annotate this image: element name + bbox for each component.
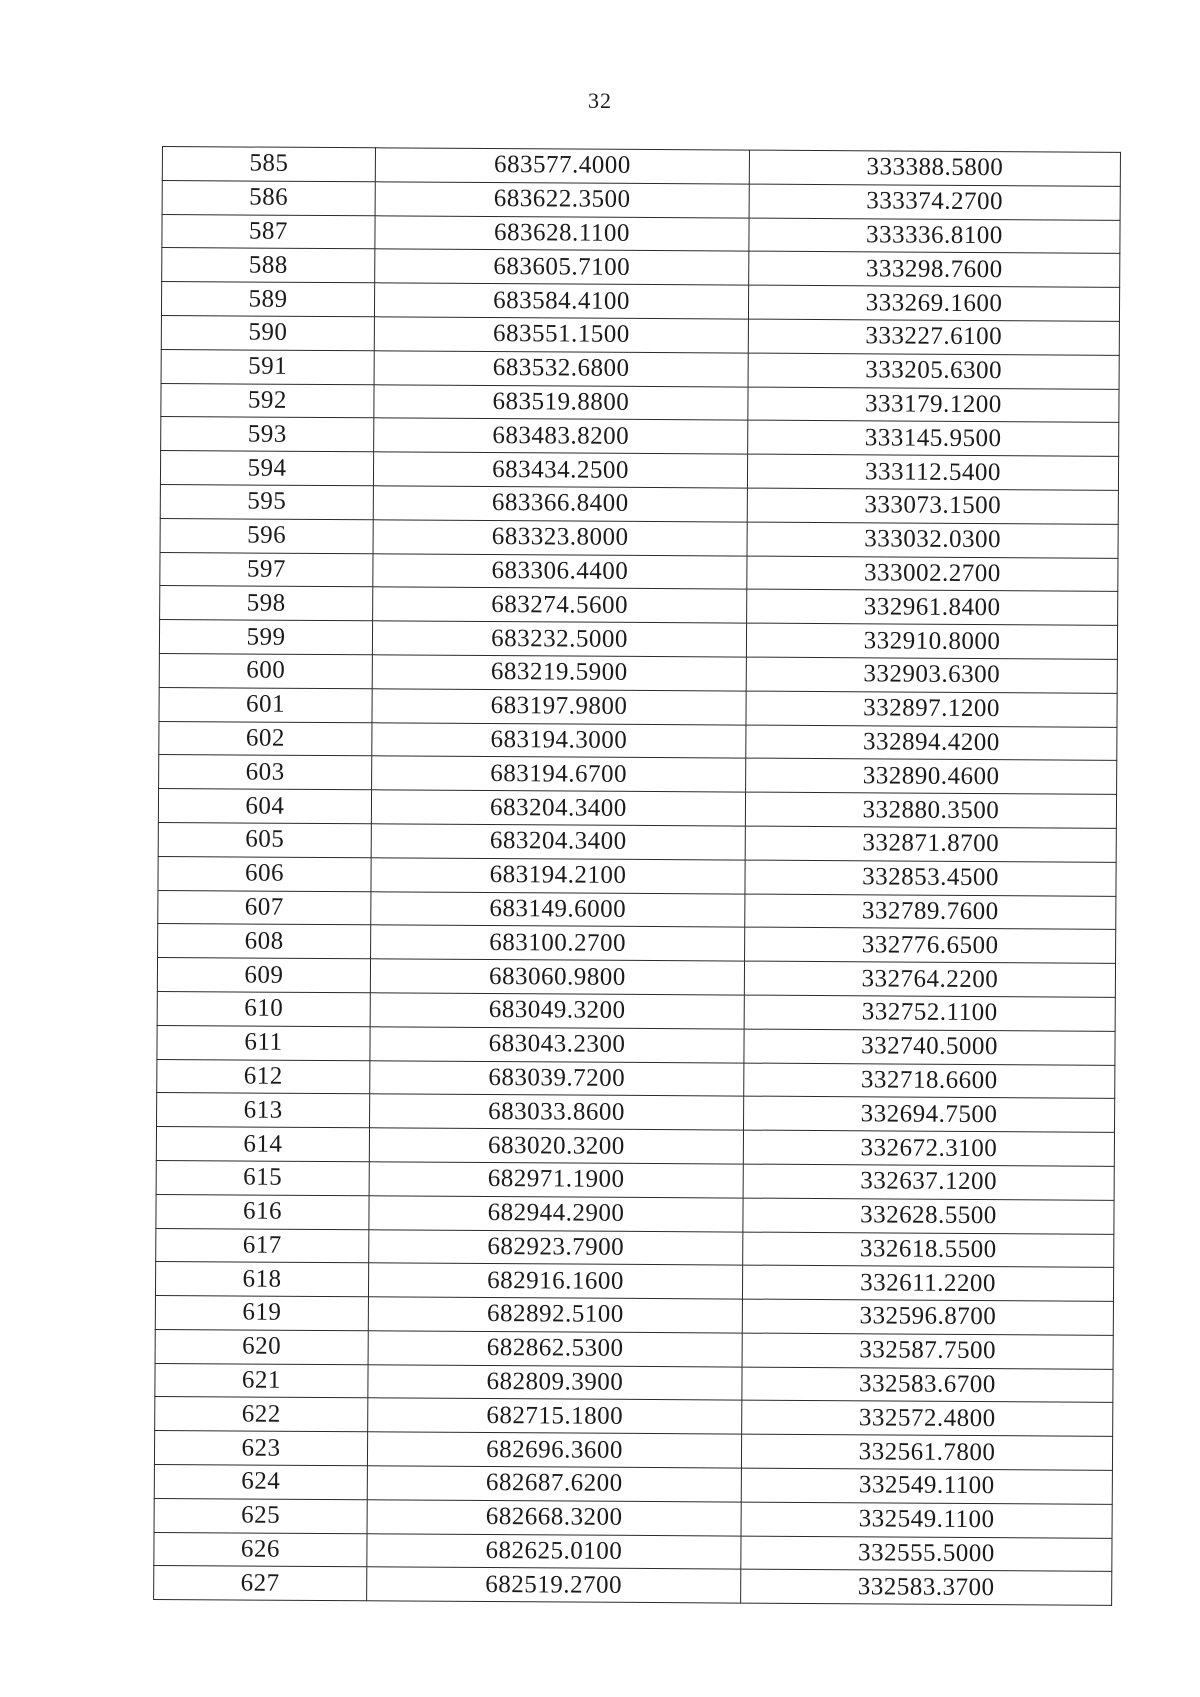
point-number-cell: 618 <box>155 1262 368 1297</box>
x-coordinate-cell: 683366.8400 <box>373 486 747 522</box>
y-coordinate-cell: 332776.6500 <box>745 927 1116 963</box>
point-number-cell: 606 <box>158 856 371 891</box>
y-coordinate-cell: 332853.4500 <box>745 860 1116 896</box>
y-coordinate-cell: 332583.6700 <box>742 1367 1113 1403</box>
y-coordinate-cell: 332561.7800 <box>741 1434 1112 1470</box>
x-coordinate-cell: 683194.6700 <box>372 756 746 792</box>
point-number-cell: 612 <box>157 1059 370 1094</box>
y-coordinate-cell: 332910.8000 <box>746 623 1117 659</box>
y-coordinate-cell: 332637.1200 <box>743 1164 1114 1200</box>
x-coordinate-cell: 683483.8200 <box>374 418 748 454</box>
x-coordinate-cell: 682809.3900 <box>368 1364 742 1400</box>
x-coordinate-cell: 683204.3400 <box>371 824 745 860</box>
point-number-cell: 607 <box>158 890 371 925</box>
point-number-cell: 585 <box>162 147 375 182</box>
x-coordinate-cell: 683532.6800 <box>374 351 748 387</box>
y-coordinate-cell: 333112.5400 <box>747 454 1118 490</box>
y-coordinate-cell: 333179.1200 <box>748 387 1119 423</box>
y-coordinate-cell: 332764.2200 <box>744 961 1115 997</box>
x-coordinate-cell: 682625.0100 <box>367 1533 741 1569</box>
y-coordinate-cell: 332694.7500 <box>743 1096 1114 1132</box>
x-coordinate-cell: 683197.9800 <box>372 689 746 725</box>
point-number-cell: 619 <box>155 1296 368 1331</box>
y-coordinate-cell: 333374.2700 <box>749 184 1120 220</box>
point-number-cell: 597 <box>160 552 373 587</box>
point-number-cell: 593 <box>161 417 374 452</box>
y-coordinate-cell: 332628.5500 <box>743 1198 1114 1234</box>
point-number-cell: 592 <box>161 383 374 418</box>
y-coordinate-cell: 332871.8700 <box>745 826 1116 862</box>
x-coordinate-cell: 682916.1600 <box>368 1263 742 1299</box>
y-coordinate-cell: 332583.3700 <box>741 1570 1112 1606</box>
point-number-cell: 615 <box>156 1160 369 1195</box>
point-number-cell: 620 <box>155 1329 368 1364</box>
x-coordinate-cell: 682668.3200 <box>367 1500 741 1536</box>
x-coordinate-cell: 683232.5000 <box>372 621 746 657</box>
x-coordinate-cell: 683519.8800 <box>374 384 748 420</box>
x-coordinate-cell: 683605.7100 <box>375 249 749 285</box>
point-number-cell: 608 <box>158 924 371 959</box>
x-coordinate-cell: 683584.4100 <box>374 283 748 319</box>
y-coordinate-cell: 332789.7600 <box>745 894 1116 930</box>
x-coordinate-cell: 683194.3000 <box>372 722 746 758</box>
x-coordinate-cell: 683149.6000 <box>371 891 745 927</box>
y-coordinate-cell: 332897.1200 <box>746 691 1117 727</box>
y-coordinate-cell: 332903.6300 <box>746 657 1117 693</box>
x-coordinate-cell: 683043.2300 <box>370 1027 744 1063</box>
x-coordinate-cell: 683039.7200 <box>370 1060 744 1096</box>
x-coordinate-cell: 682971.1900 <box>369 1162 743 1198</box>
x-coordinate-cell: 683033.8600 <box>370 1094 744 1130</box>
x-coordinate-cell: 683060.9800 <box>370 959 744 995</box>
y-coordinate-cell: 332718.6600 <box>744 1063 1115 1099</box>
x-coordinate-cell: 682687.6200 <box>367 1466 741 1502</box>
point-number-cell: 604 <box>158 789 371 824</box>
y-coordinate-cell: 332740.5000 <box>744 1029 1115 1065</box>
x-coordinate-cell: 683434.2500 <box>373 452 747 488</box>
table-row <box>154 1566 1112 1606</box>
y-coordinate-cell: 333227.6100 <box>748 319 1119 355</box>
point-number-cell: 622 <box>155 1397 368 1432</box>
point-number-cell: 586 <box>162 180 375 215</box>
y-coordinate-cell: 332596.8700 <box>742 1299 1113 1335</box>
y-coordinate-cell: 333388.5800 <box>749 150 1120 186</box>
x-coordinate-cell: 683219.5900 <box>372 655 746 691</box>
y-coordinate-cell: 332549.1100 <box>741 1502 1112 1538</box>
y-coordinate-cell: 333336.8100 <box>749 218 1120 254</box>
page-number: 32 <box>588 88 612 113</box>
y-coordinate-cell: 333298.7600 <box>749 251 1120 287</box>
y-coordinate-cell: 332572.4800 <box>742 1401 1113 1437</box>
point-number-cell: 600 <box>159 653 372 688</box>
x-coordinate-cell: 682519.2700 <box>367 1567 741 1603</box>
y-coordinate-cell: 332961.8400 <box>747 589 1118 625</box>
y-coordinate-cell: 332587.7500 <box>742 1333 1113 1369</box>
point-number-cell: 590 <box>161 315 374 350</box>
x-coordinate-cell: 683622.3500 <box>375 182 749 218</box>
x-coordinate-cell: 683577.4000 <box>375 148 749 184</box>
x-coordinate-cell: 683049.3200 <box>370 993 744 1029</box>
point-number-cell: 616 <box>156 1194 369 1229</box>
y-coordinate-cell: 333269.1600 <box>748 285 1119 321</box>
x-coordinate-cell: 682944.2900 <box>369 1195 743 1231</box>
y-coordinate-cell: 332618.5500 <box>743 1232 1114 1268</box>
point-number-cell: 624 <box>154 1465 367 1500</box>
point-number-cell: 614 <box>156 1127 369 1162</box>
y-coordinate-cell: 332880.3500 <box>745 792 1116 828</box>
y-coordinate-cell: 333205.6300 <box>748 353 1119 389</box>
point-number-cell: 598 <box>160 586 373 621</box>
x-coordinate-cell: 683628.1100 <box>375 215 749 251</box>
y-coordinate-cell: 332752.1100 <box>744 995 1115 1031</box>
point-number-cell: 596 <box>160 518 373 553</box>
y-coordinate-cell: 332611.2200 <box>742 1265 1113 1301</box>
point-number-cell: 587 <box>162 214 375 249</box>
point-number-cell: 601 <box>159 687 372 722</box>
x-coordinate-cell: 683020.3200 <box>369 1128 743 1164</box>
y-coordinate-cell: 333002.2700 <box>747 556 1118 592</box>
point-number-cell: 626 <box>154 1532 367 1567</box>
y-coordinate-cell: 333145.9500 <box>748 420 1119 456</box>
point-number-cell: 591 <box>161 349 374 384</box>
coordinates-table <box>153 146 1121 1606</box>
point-number-cell: 602 <box>159 721 372 756</box>
y-coordinate-cell: 332555.5000 <box>741 1536 1112 1572</box>
y-coordinate-cell: 333073.1500 <box>747 488 1118 524</box>
y-coordinate-cell: 332890.4600 <box>746 758 1117 794</box>
x-coordinate-cell: 683323.8000 <box>373 520 747 556</box>
point-number-cell: 617 <box>156 1228 369 1263</box>
y-coordinate-cell: 332549.1100 <box>741 1468 1112 1504</box>
point-number-cell: 603 <box>159 755 372 790</box>
point-number-cell: 613 <box>157 1093 370 1128</box>
point-number-cell: 609 <box>157 958 370 993</box>
x-coordinate-cell: 682892.5100 <box>368 1297 742 1333</box>
point-number-cell: 605 <box>158 822 371 857</box>
point-number-cell: 599 <box>159 620 372 655</box>
coordinates-table-body <box>154 147 1121 1606</box>
x-coordinate-cell: 682696.3600 <box>367 1432 741 1468</box>
x-coordinate-cell: 682923.7900 <box>369 1229 743 1265</box>
point-number-cell: 594 <box>160 451 373 486</box>
x-coordinate-cell: 683100.2700 <box>371 925 745 961</box>
point-number-cell: 627 <box>154 1566 367 1601</box>
x-coordinate-cell: 683551.1500 <box>374 317 748 353</box>
point-number-cell: 623 <box>154 1431 367 1466</box>
y-coordinate-cell: 332672.3100 <box>743 1130 1114 1166</box>
y-coordinate-cell: 333032.0300 <box>747 522 1118 558</box>
y-coordinate-cell: 332894.4200 <box>746 725 1117 761</box>
point-number-cell: 588 <box>162 248 375 283</box>
point-number-cell: 625 <box>154 1498 367 1533</box>
point-number-cell: 589 <box>161 282 374 317</box>
x-coordinate-cell: 683306.4400 <box>373 553 747 589</box>
x-coordinate-cell: 683194.2100 <box>371 858 745 894</box>
point-number-cell: 621 <box>155 1363 368 1398</box>
x-coordinate-cell: 682715.1800 <box>368 1398 742 1434</box>
point-number-cell: 610 <box>157 991 370 1026</box>
point-number-cell: 595 <box>160 484 373 519</box>
point-number-cell: 611 <box>157 1025 370 1060</box>
x-coordinate-cell: 683204.3400 <box>371 790 745 826</box>
x-coordinate-cell: 682862.5300 <box>368 1331 742 1367</box>
x-coordinate-cell: 683274.5600 <box>373 587 747 623</box>
